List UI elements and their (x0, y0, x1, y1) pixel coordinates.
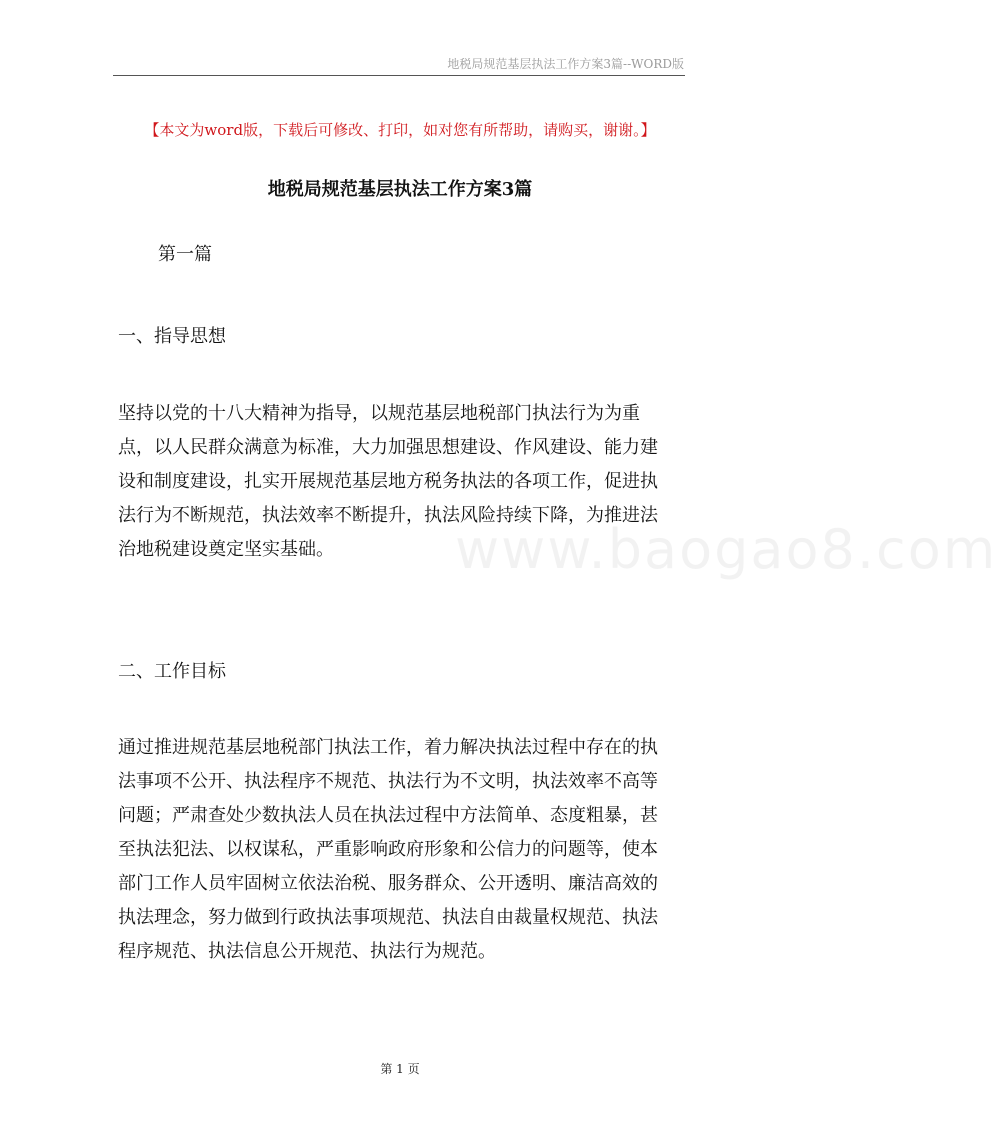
section-heading-guiding-ideology: 一、指导思想 (118, 326, 226, 347)
running-header: 地税局规范基层执法工作方案3篇--WORD版 (447, 57, 684, 71)
paragraph-line: 通过推进规范基层地税部门执法工作，着力解决执法过程中存在的执 (118, 737, 658, 758)
document-title: 地税局规范基层执法工作方案3篇 (267, 179, 533, 200)
page-number: 第 1 页 (380, 1062, 420, 1076)
purchase-notice: 【本文为word版，下载后可修改、打印，如对您有所帮助，请购买，谢谢。】 (144, 121, 656, 139)
section-heading-work-goals: 二、工作目标 (118, 661, 226, 682)
paragraph-line: 至执法犯法、以权谋私，严重影响政府形象和公信力的问题等，使本 (118, 839, 658, 860)
paragraph-line: 执法理念，努力做到行政执法事项规范、执法自由裁量权规范、执法 (118, 907, 658, 928)
part-label: 第一篇 (158, 244, 212, 265)
paragraph-line: 问题；严肃查处少数执法人员在执法过程中方法简单、态度粗暴，甚 (118, 805, 658, 826)
paragraph-line: 法行为不断规范，执法效率不断提升，执法风险持续下降，为推进法 (118, 505, 658, 526)
paragraph-line: 点，以人民群众满意为标准，大力加强思想建设、作风建设、能力建 (118, 437, 658, 458)
header-divider (113, 75, 685, 76)
paragraph-line: 设和制度建设，扎实开展规范基层地方税务执法的各项工作，促进执 (118, 471, 658, 492)
paragraph-work-goals (118, 731, 690, 969)
paragraph-line: 治地税建设奠定坚实基础。 (118, 539, 334, 560)
paragraph-line: 坚持以党的十八大精神为指导，以规范基层地税部门执法行为为重 (118, 403, 640, 424)
paragraph-line: 法事项不公开、执法程序不规范、执法行为不文明，执法效率不高等 (118, 771, 658, 792)
paragraph-line: 程序规范、执法信息公开规范、执法行为规范。 (118, 941, 496, 962)
watermark: www.baogao8.com (455, 518, 997, 581)
paragraph-line: 部门工作人员牢固树立依法治税、服务群众、公开透明、廉洁高效的 (118, 873, 658, 894)
